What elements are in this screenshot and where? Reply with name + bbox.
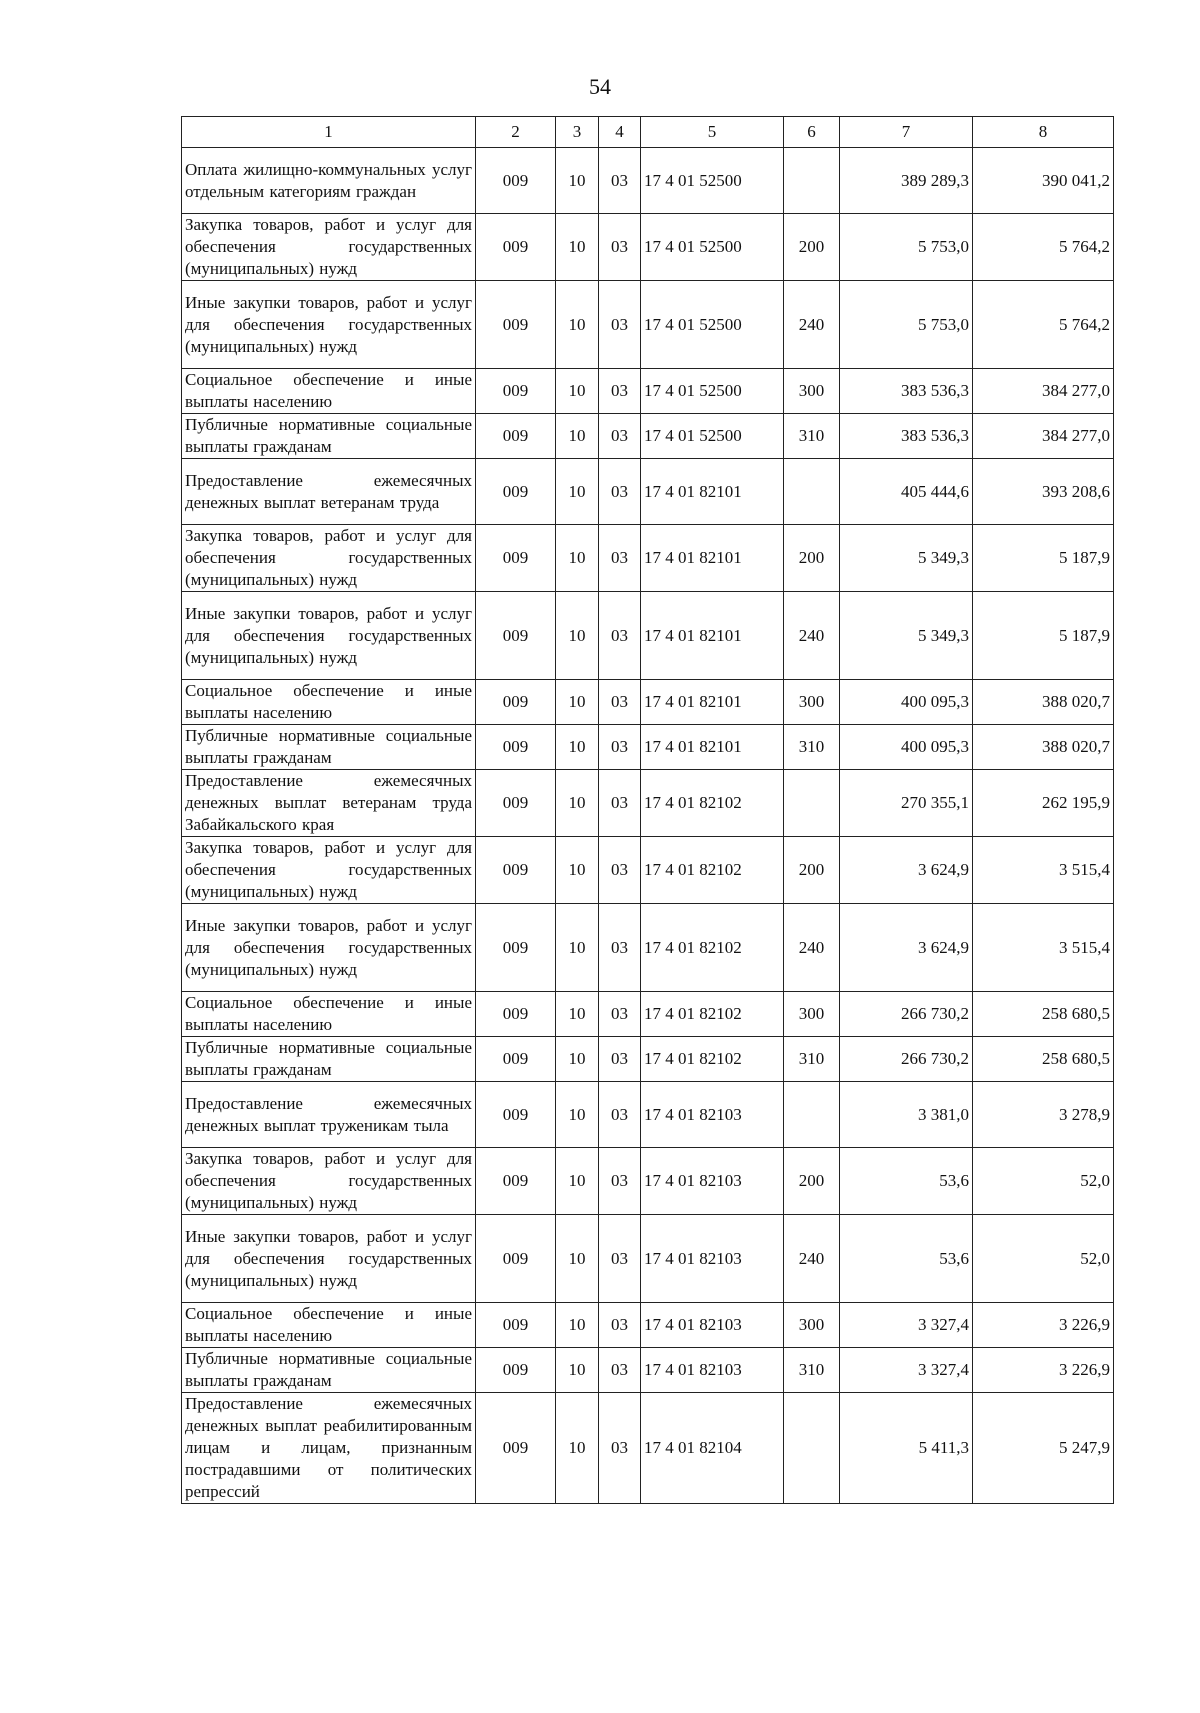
table-row <box>182 1037 1114 1082</box>
table-row <box>182 281 1114 369</box>
row-amount-year1-cell: 5 753,0 <box>840 214 973 281</box>
row-name-cell: Закупка товаров, работ и услуг для обеспечения государственных (муниципальных) нужд <box>182 837 476 904</box>
row-section-cell: 10 <box>556 525 599 592</box>
row-amount-year1-cell: 389 289,3 <box>840 148 973 214</box>
row-amount-year1-cell: 5 411,3 <box>840 1393 973 1504</box>
row-subsection-cell: 03 <box>599 459 641 525</box>
row-expense-type-cell: 200 <box>784 214 840 281</box>
table-row <box>182 770 1114 837</box>
row-amount-year1-cell: 383 536,3 <box>840 369 973 414</box>
row-name-cell: Социальное обеспечение и иные выплаты населению <box>182 680 476 725</box>
row-amount-year2-cell: 3 278,9 <box>973 1082 1114 1148</box>
row-amount-year2-cell: 5 764,2 <box>973 214 1114 281</box>
row-target-article-cell: 17 4 01 82103 <box>641 1348 784 1393</box>
row-amount-year1-cell: 405 444,6 <box>840 459 973 525</box>
row-expense-type-cell <box>784 1082 840 1148</box>
row-name-cell: Предоставление ежемесячных денежных выплат ветеранам труда <box>182 459 476 525</box>
row-expense-type-cell <box>784 770 840 837</box>
table-row <box>182 904 1114 992</box>
row-expense-type-cell: 240 <box>784 904 840 992</box>
row-name-cell: Предоставление ежемесячных денежных выплат реабилитированным лицам и лицам, признанным пострадавшими от политических репрессий <box>182 1393 476 1504</box>
row-amount-year1-cell: 266 730,2 <box>840 992 973 1037</box>
row-amount-year2-cell: 388 020,7 <box>973 725 1114 770</box>
row-amount-year1-cell: 266 730,2 <box>840 1037 973 1082</box>
row-amount-year2-cell: 3 515,4 <box>973 904 1114 992</box>
row-admin-code-cell: 009 <box>476 1348 556 1393</box>
row-admin-code-cell: 009 <box>476 369 556 414</box>
row-target-article-cell: 17 4 01 82102 <box>641 1037 784 1082</box>
header-cell-7: 7 <box>840 117 973 148</box>
header-row <box>182 117 1114 148</box>
row-expense-type-cell: 200 <box>784 1148 840 1215</box>
table-row <box>182 369 1114 414</box>
table-body <box>182 148 1114 1504</box>
row-amount-year1-cell: 5 349,3 <box>840 592 973 680</box>
row-section-cell: 10 <box>556 992 599 1037</box>
row-name-cell: Социальное обеспечение и иные выплаты населению <box>182 992 476 1037</box>
row-amount-year1-cell: 5 349,3 <box>840 525 973 592</box>
row-subsection-cell: 03 <box>599 725 641 770</box>
table-row <box>182 1303 1114 1348</box>
row-amount-year1-cell: 53,6 <box>840 1215 973 1303</box>
row-subsection-cell: 03 <box>599 1148 641 1215</box>
row-section-cell: 10 <box>556 1148 599 1215</box>
row-subsection-cell: 03 <box>599 837 641 904</box>
table-row <box>182 1082 1114 1148</box>
row-expense-type-cell <box>784 1393 840 1504</box>
row-target-article-cell: 17 4 01 82101 <box>641 525 784 592</box>
row-amount-year2-cell: 3 226,9 <box>973 1348 1114 1393</box>
row-admin-code-cell: 009 <box>476 1148 556 1215</box>
row-target-article-cell: 17 4 01 52500 <box>641 281 784 369</box>
table-row <box>182 592 1114 680</box>
row-section-cell: 10 <box>556 1393 599 1504</box>
row-section-cell: 10 <box>556 725 599 770</box>
row-expense-type-cell: 300 <box>784 1303 840 1348</box>
row-subsection-cell: 03 <box>599 680 641 725</box>
page-number: 54 <box>589 74 611 99</box>
row-section-cell: 10 <box>556 770 599 837</box>
row-expense-type-cell: 310 <box>784 1348 840 1393</box>
header-cell-2: 2 <box>476 117 556 148</box>
row-target-article-cell: 17 4 01 52500 <box>641 414 784 459</box>
row-amount-year1-cell: 3 327,4 <box>840 1348 973 1393</box>
row-section-cell: 10 <box>556 904 599 992</box>
row-name-cell: Социальное обеспечение и иные выплаты населению <box>182 1303 476 1348</box>
row-expense-type-cell: 240 <box>784 592 840 680</box>
row-amount-year1-cell: 383 536,3 <box>840 414 973 459</box>
table-row <box>182 837 1114 904</box>
header-cell-4: 4 <box>599 117 641 148</box>
table-row <box>182 1393 1114 1504</box>
row-expense-type-cell <box>784 459 840 525</box>
row-amount-year1-cell: 3 624,9 <box>840 904 973 992</box>
row-section-cell: 10 <box>556 214 599 281</box>
row-amount-year2-cell: 3 515,4 <box>973 837 1114 904</box>
row-expense-type-cell: 240 <box>784 1215 840 1303</box>
row-target-article-cell: 17 4 01 82102 <box>641 992 784 1037</box>
row-amount-year2-cell: 384 277,0 <box>973 414 1114 459</box>
row-amount-year1-cell: 3 327,4 <box>840 1303 973 1348</box>
row-amount-year2-cell: 5 187,9 <box>973 592 1114 680</box>
row-admin-code-cell: 009 <box>476 459 556 525</box>
row-name-cell: Иные закупки товаров, работ и услуг для обеспечения государственных (муниципальных) нужд <box>182 592 476 680</box>
row-admin-code-cell: 009 <box>476 1303 556 1348</box>
row-admin-code-cell: 009 <box>476 148 556 214</box>
row-name-cell: Социальное обеспечение и иные выплаты населению <box>182 369 476 414</box>
row-amount-year1-cell: 53,6 <box>840 1148 973 1215</box>
row-amount-year1-cell: 3 381,0 <box>840 1082 973 1148</box>
row-amount-year2-cell: 5 764,2 <box>973 281 1114 369</box>
table-row <box>182 459 1114 525</box>
row-admin-code-cell: 009 <box>476 725 556 770</box>
budget-table <box>181 116 1114 1504</box>
row-subsection-cell: 03 <box>599 1215 641 1303</box>
row-amount-year2-cell: 3 226,9 <box>973 1303 1114 1348</box>
row-section-cell: 10 <box>556 1037 599 1082</box>
row-admin-code-cell: 009 <box>476 592 556 680</box>
row-amount-year1-cell: 5 753,0 <box>840 281 973 369</box>
row-admin-code-cell: 009 <box>476 214 556 281</box>
row-target-article-cell: 17 4 01 82104 <box>641 1393 784 1504</box>
row-section-cell: 10 <box>556 414 599 459</box>
table-row <box>182 992 1114 1037</box>
table-row <box>182 214 1114 281</box>
row-section-cell: 10 <box>556 148 599 214</box>
row-name-cell: Публичные нормативные социальные выплаты гражданам <box>182 414 476 459</box>
row-name-cell: Предоставление ежемесячных денежных выплат труженикам тыла <box>182 1082 476 1148</box>
row-amount-year2-cell: 393 208,6 <box>973 459 1114 525</box>
table-row <box>182 1348 1114 1393</box>
row-target-article-cell: 17 4 01 52500 <box>641 148 784 214</box>
row-name-cell: Иные закупки товаров, работ и услуг для обеспечения государственных (муниципальных) нужд <box>182 904 476 992</box>
row-section-cell: 10 <box>556 592 599 680</box>
row-name-cell: Публичные нормативные социальные выплаты гражданам <box>182 725 476 770</box>
header-cell-1: 1 <box>182 117 476 148</box>
row-admin-code-cell: 009 <box>476 992 556 1037</box>
table-row <box>182 1148 1114 1215</box>
row-subsection-cell: 03 <box>599 592 641 680</box>
row-section-cell: 10 <box>556 680 599 725</box>
row-section-cell: 10 <box>556 281 599 369</box>
row-subsection-cell: 03 <box>599 1393 641 1504</box>
row-section-cell: 10 <box>556 459 599 525</box>
row-target-article-cell: 17 4 01 82101 <box>641 592 784 680</box>
header-cell-5: 5 <box>641 117 784 148</box>
row-subsection-cell: 03 <box>599 214 641 281</box>
row-subsection-cell: 03 <box>599 281 641 369</box>
table-row <box>182 148 1114 214</box>
row-amount-year1-cell: 270 355,1 <box>840 770 973 837</box>
row-target-article-cell: 17 4 01 82103 <box>641 1303 784 1348</box>
row-amount-year2-cell: 262 195,9 <box>973 770 1114 837</box>
row-admin-code-cell: 009 <box>476 1082 556 1148</box>
row-subsection-cell: 03 <box>599 1037 641 1082</box>
row-amount-year2-cell: 5 187,9 <box>973 525 1114 592</box>
row-expense-type-cell: 300 <box>784 992 840 1037</box>
header-cell-6: 6 <box>784 117 840 148</box>
row-expense-type-cell: 310 <box>784 1037 840 1082</box>
row-admin-code-cell: 009 <box>476 414 556 459</box>
table-row <box>182 1215 1114 1303</box>
row-amount-year2-cell: 258 680,5 <box>973 1037 1114 1082</box>
row-subsection-cell: 03 <box>599 1303 641 1348</box>
row-amount-year1-cell: 3 624,9 <box>840 837 973 904</box>
row-target-article-cell: 17 4 01 82103 <box>641 1215 784 1303</box>
row-expense-type-cell: 300 <box>784 680 840 725</box>
row-target-article-cell: 17 4 01 52500 <box>641 369 784 414</box>
row-target-article-cell: 17 4 01 82103 <box>641 1082 784 1148</box>
row-section-cell: 10 <box>556 1215 599 1303</box>
row-expense-type-cell: 240 <box>784 281 840 369</box>
row-section-cell: 10 <box>556 1348 599 1393</box>
row-amount-year2-cell: 384 277,0 <box>973 369 1114 414</box>
row-expense-type-cell <box>784 148 840 214</box>
row-expense-type-cell: 200 <box>784 837 840 904</box>
table-row <box>182 525 1114 592</box>
row-admin-code-cell: 009 <box>476 1037 556 1082</box>
row-admin-code-cell: 009 <box>476 904 556 992</box>
table-row <box>182 725 1114 770</box>
row-admin-code-cell: 009 <box>476 1393 556 1504</box>
row-admin-code-cell: 009 <box>476 281 556 369</box>
row-amount-year2-cell: 258 680,5 <box>973 992 1114 1037</box>
row-subsection-cell: 03 <box>599 148 641 214</box>
row-subsection-cell: 03 <box>599 770 641 837</box>
row-name-cell: Иные закупки товаров, работ и услуг для обеспечения государственных (муниципальных) нужд <box>182 1215 476 1303</box>
row-name-cell: Закупка товаров, работ и услуг для обеспечения государственных (муниципальных) нужд <box>182 1148 476 1215</box>
row-subsection-cell: 03 <box>599 1348 641 1393</box>
header-cell-3: 3 <box>556 117 599 148</box>
row-amount-year2-cell: 5 247,9 <box>973 1393 1114 1504</box>
row-section-cell: 10 <box>556 1082 599 1148</box>
row-target-article-cell: 17 4 01 82101 <box>641 680 784 725</box>
row-amount-year2-cell: 390 041,2 <box>973 148 1114 214</box>
row-name-cell: Публичные нормативные социальные выплаты гражданам <box>182 1348 476 1393</box>
row-admin-code-cell: 009 <box>476 837 556 904</box>
row-subsection-cell: 03 <box>599 904 641 992</box>
row-subsection-cell: 03 <box>599 1082 641 1148</box>
row-target-article-cell: 17 4 01 82101 <box>641 725 784 770</box>
row-name-cell: Иные закупки товаров, работ и услуг для обеспечения государственных (муниципальных) нужд <box>182 281 476 369</box>
row-target-article-cell: 17 4 01 82102 <box>641 837 784 904</box>
row-name-cell: Закупка товаров, работ и услуг для обеспечения государственных (муниципальных) нужд <box>182 525 476 592</box>
row-name-cell: Закупка товаров, работ и услуг для обеспечения государственных (муниципальных) нужд <box>182 214 476 281</box>
row-amount-year1-cell: 400 095,3 <box>840 680 973 725</box>
row-name-cell: Предоставление ежемесячных денежных выплат ветеранам труда Забайкальского края <box>182 770 476 837</box>
row-subsection-cell: 03 <box>599 525 641 592</box>
row-amount-year2-cell: 388 020,7 <box>973 680 1114 725</box>
row-target-article-cell: 17 4 01 82103 <box>641 1148 784 1215</box>
row-amount-year1-cell: 400 095,3 <box>840 725 973 770</box>
row-section-cell: 10 <box>556 837 599 904</box>
row-section-cell: 10 <box>556 1303 599 1348</box>
row-name-cell: Публичные нормативные социальные выплаты гражданам <box>182 1037 476 1082</box>
row-target-article-cell: 17 4 01 82101 <box>641 459 784 525</box>
row-subsection-cell: 03 <box>599 414 641 459</box>
row-amount-year2-cell: 52,0 <box>973 1215 1114 1303</box>
table-row <box>182 414 1114 459</box>
row-expense-type-cell: 310 <box>784 725 840 770</box>
row-expense-type-cell: 310 <box>784 414 840 459</box>
row-admin-code-cell: 009 <box>476 525 556 592</box>
row-section-cell: 10 <box>556 369 599 414</box>
row-expense-type-cell: 300 <box>784 369 840 414</box>
row-subsection-cell: 03 <box>599 369 641 414</box>
row-amount-year2-cell: 52,0 <box>973 1148 1114 1215</box>
row-target-article-cell: 17 4 01 52500 <box>641 214 784 281</box>
row-subsection-cell: 03 <box>599 992 641 1037</box>
row-target-article-cell: 17 4 01 82102 <box>641 770 784 837</box>
row-admin-code-cell: 009 <box>476 680 556 725</box>
row-admin-code-cell: 009 <box>476 1215 556 1303</box>
table-row <box>182 680 1114 725</box>
header-cell-8: 8 <box>973 117 1114 148</box>
row-name-cell: Оплата жилищно-коммунальных услуг отдельным категориям граждан <box>182 148 476 214</box>
row-target-article-cell: 17 4 01 82102 <box>641 904 784 992</box>
row-expense-type-cell: 200 <box>784 525 840 592</box>
row-admin-code-cell: 009 <box>476 770 556 837</box>
